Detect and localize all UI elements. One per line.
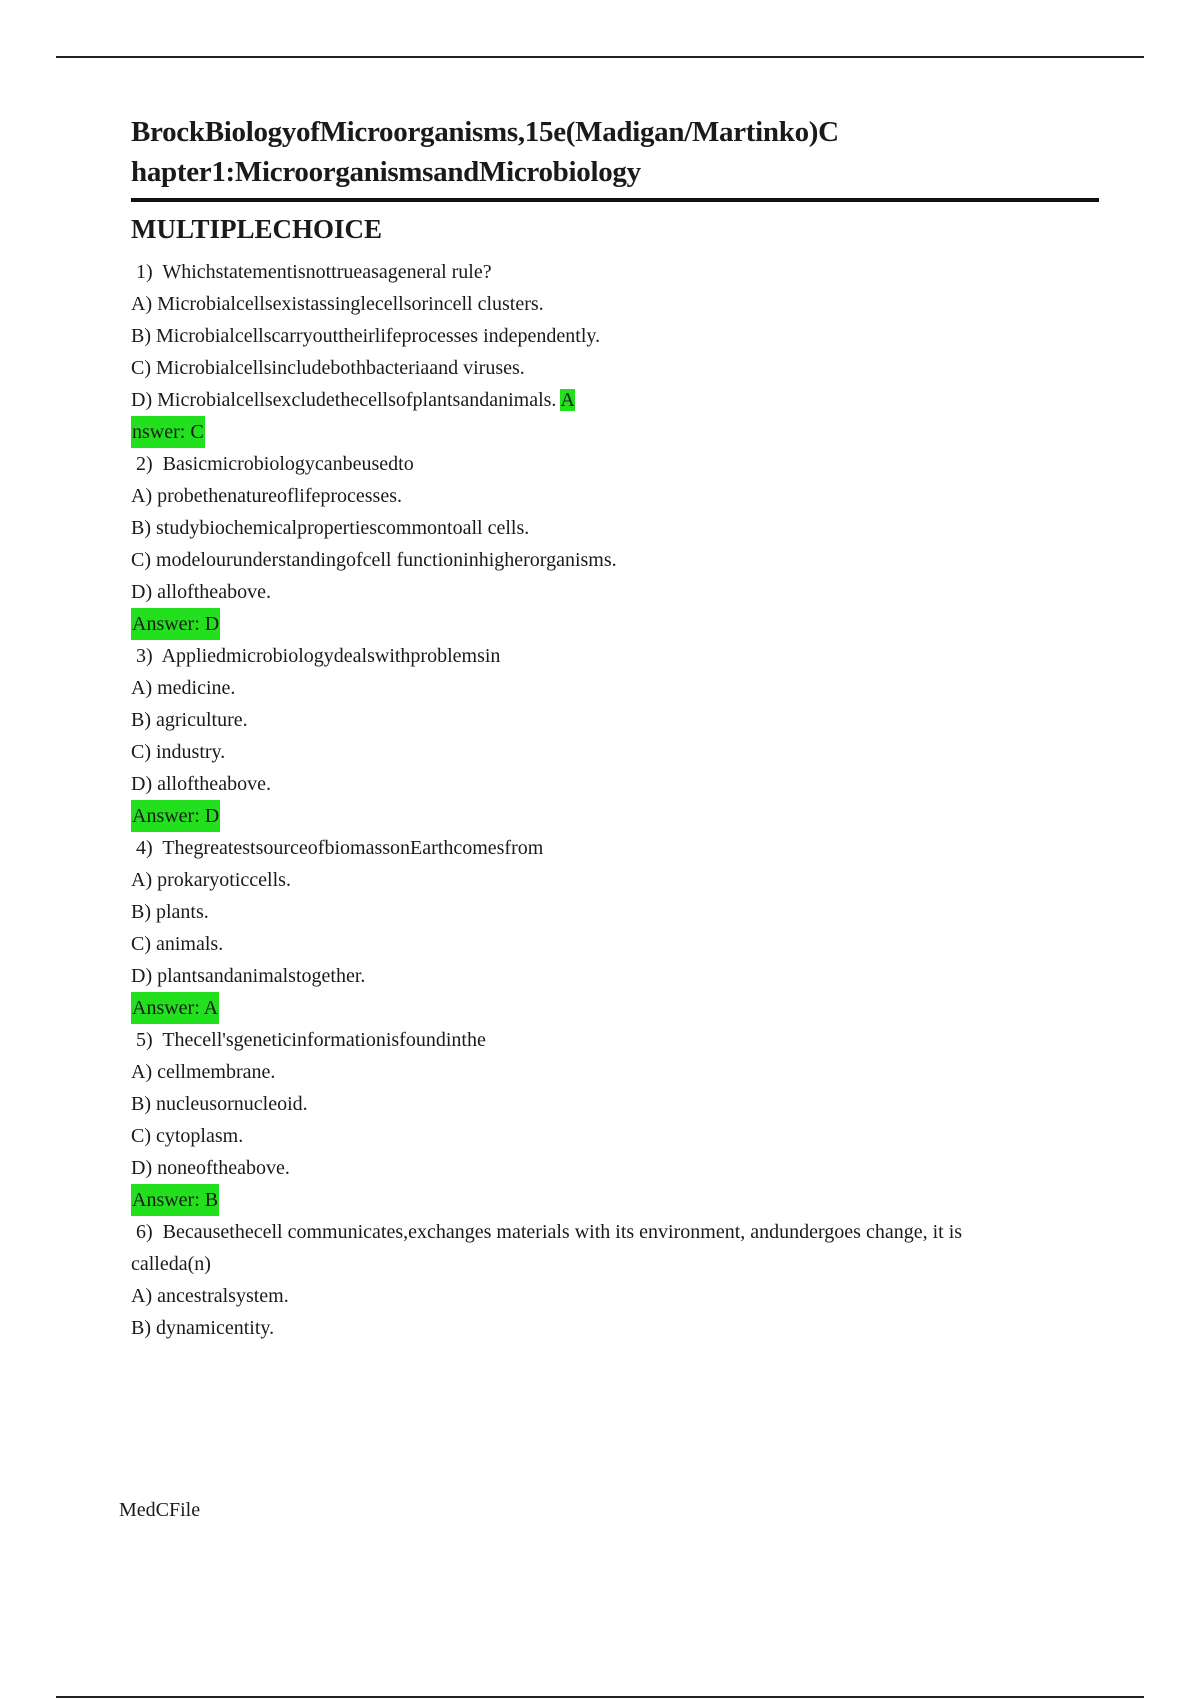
page-footer: MedCFile xyxy=(119,1499,201,1521)
question-number: 6) xyxy=(136,1221,153,1243)
option-b: B) nucleusornucleoid. xyxy=(131,1093,308,1115)
title-line-1: BrockBiologyofMicroorganisms,15e(Madigan/Martinko)C xyxy=(131,116,839,148)
question-text: Whichstatementisnottrueasageneral rule? xyxy=(162,261,492,283)
answer-highlight: Answer: D xyxy=(131,608,220,640)
option-d: D) plantsandanimalstogether. xyxy=(131,965,366,987)
option-c: C) animals. xyxy=(131,933,224,955)
question-number: 5) xyxy=(136,1029,153,1051)
question-text: Thecell'sgeneticinformationisfoundinthe xyxy=(162,1029,486,1051)
question-4 xyxy=(131,832,1111,864)
bottom-rule xyxy=(56,1696,1144,1698)
option-c: C) modelourunderstandingofcell functioninhigherorganisms. xyxy=(131,549,617,571)
option-b: B) studybiochemicalpropertiescommontoall cells. xyxy=(131,517,530,539)
answer-line xyxy=(131,800,1111,832)
answer-highlight: Answer: D xyxy=(131,800,220,832)
title-line-2: hapter1:MicroorganismsandMicrobiology xyxy=(131,156,641,188)
option-a: A) prokaryoticcells. xyxy=(131,869,291,891)
answer-line xyxy=(131,416,1111,448)
question-text-continued: calleda(n) xyxy=(131,1253,211,1275)
answer-line xyxy=(131,992,1111,1024)
question-text: ThegreatestsourceofbiomassonEarthcomesfrom xyxy=(162,837,544,859)
option-b: B) agriculture. xyxy=(131,709,248,731)
option-a: A) cellmembrane. xyxy=(131,1061,276,1083)
question-text: Becausethecell communicates,exchanges materials with its environment, andundergoes change, it is xyxy=(162,1221,963,1243)
option-b: B) plants. xyxy=(131,901,209,923)
question-2 xyxy=(131,448,1111,480)
answer-highlight: nswer: C xyxy=(131,416,205,448)
option-c: C) industry. xyxy=(131,741,226,763)
section-heading: MULTIPLECHOICE xyxy=(131,214,383,244)
option-d: D) alloftheabove. xyxy=(131,581,271,603)
option-d: D) Microbialcellsexcludethecellsofplantsandanimals. xyxy=(131,389,557,411)
answer-line xyxy=(131,1184,1111,1216)
answer-fragment: A xyxy=(560,389,575,411)
question-text: Appliedmicrobiologydealswithproblemsin xyxy=(161,645,501,667)
option-d: D) alloftheabove. xyxy=(131,773,271,795)
option-a: A) probethenatureoflifeprocesses. xyxy=(131,485,402,507)
question-number: 4) xyxy=(136,837,153,859)
question-3 xyxy=(131,640,1111,672)
option-b: B) dynamicentity. xyxy=(131,1317,275,1339)
title-underline xyxy=(131,198,1099,202)
question-1 xyxy=(131,256,1111,288)
option-a: A) ancestralsystem. xyxy=(131,1285,289,1307)
question-number: 3) xyxy=(136,645,153,667)
document-body xyxy=(131,112,1111,1344)
option-a: A) medicine. xyxy=(131,677,236,699)
option-a: A) Microbialcellsexistassinglecellsorincell clusters. xyxy=(131,293,544,315)
question-number: 1) xyxy=(136,261,153,283)
answer-line xyxy=(131,608,1111,640)
top-rule xyxy=(56,56,1144,58)
document-title xyxy=(131,112,1111,192)
question-number: 2) xyxy=(136,453,153,475)
question-6 xyxy=(131,1216,1111,1248)
option-c: C) cytoplasm. xyxy=(131,1125,244,1147)
question-text: Basicmicrobiologycanbeusedto xyxy=(162,453,414,475)
answer-highlight: Answer: B xyxy=(131,1184,219,1216)
question-5 xyxy=(131,1024,1111,1056)
option-d: D) noneoftheabove. xyxy=(131,1157,290,1179)
answer-highlight: Answer: A xyxy=(131,992,219,1024)
option-d-with-answer-head xyxy=(131,384,1111,416)
option-b: B) Microbialcellscarryouttheirlifeprocesses independently. xyxy=(131,325,601,347)
option-c: C) Microbialcellsincludebothbacteriaand viruses. xyxy=(131,357,525,379)
